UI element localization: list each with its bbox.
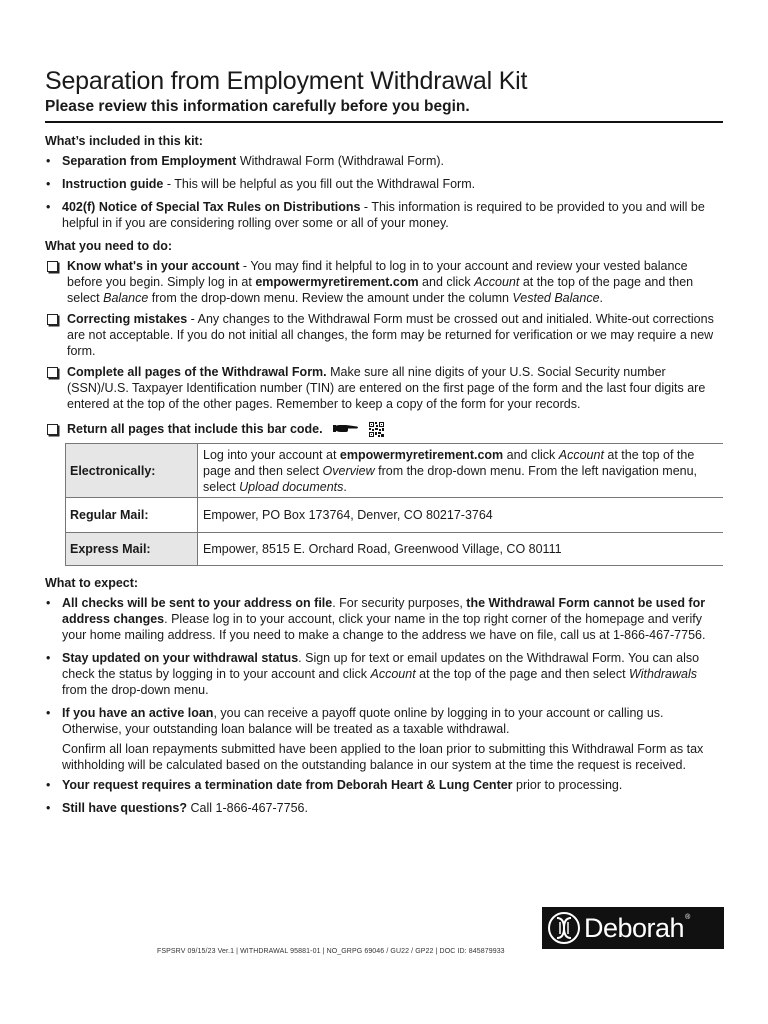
list-item	[45, 176, 723, 192]
item-text: and click	[418, 275, 475, 289]
document-page	[45, 66, 723, 823]
item-text: . Sign up for text or email updates on the Withdrawal Form. You can also check the status by logging in to your account and click	[62, 651, 700, 681]
bullet-icon: •	[46, 706, 51, 720]
item-bold: Return all pages that include this bar code.	[67, 422, 323, 436]
item-text: prior to processing.	[512, 778, 623, 792]
cell-text: at the top of the page and then select	[203, 448, 695, 478]
bullet-icon: •	[46, 778, 51, 792]
submission-methods-table	[65, 443, 723, 566]
method-label: Regular Mail:	[66, 498, 198, 533]
item-bold: Stay updated on your withdrawal status	[62, 651, 299, 665]
item-text: Withdrawal Form (Withdrawal Form).	[236, 154, 445, 168]
method-label: Electronically:	[66, 444, 198, 498]
bullet-icon: •	[46, 200, 51, 214]
cell-italic: Upload documents	[239, 480, 344, 494]
expect-heading: What to expect:	[45, 576, 139, 590]
item-text: - Any changes to the Withdrawal Form must be crossed out and initialed. White-out corrections are not acceptable. If you do not initial all changes, the form may be returned for verification or we may require a new form.	[67, 312, 714, 358]
item-text: at the top of the page and then select	[415, 667, 630, 681]
bullet-icon: •	[46, 801, 51, 815]
item-text: Make sure all nine digits of your U.S. Social Security number (SSN)/U.S. Taxpayer Identification number (TIN) are entered on the first page of the form and the last four digits are entered at the top of the other pages. Remember to keep a copy of the form for your records.	[67, 365, 706, 411]
deborah-logo-icon	[546, 910, 582, 946]
item-italic: Vested Balance	[512, 291, 600, 305]
cell-italic: Overview	[322, 464, 375, 478]
bullet-icon: •	[46, 177, 51, 191]
item-bold: Instruction guide	[62, 177, 164, 191]
item-bold: Your request requires a termination date from Deborah Heart & Lung Center	[62, 778, 513, 792]
method-value: Empower, 8515 E. Orchard Road, Greenwood Village, CO 80111	[198, 533, 724, 566]
checklist-item-complete	[45, 364, 723, 412]
item-bold: the Withdrawal Form cannot be used for address changes	[62, 596, 706, 626]
cell-text: and click	[503, 448, 559, 462]
cell-italic: Account	[558, 448, 604, 462]
item-text: at the top of the page and then select	[67, 275, 694, 305]
pointing-hand-icon	[333, 422, 359, 436]
item-text: from the drop-down menu. Review the amount under the column	[148, 291, 513, 305]
method-value	[198, 444, 724, 498]
website-link[interactable]: empowermyretirement.com	[255, 275, 419, 289]
loan-note: Confirm all loan repayments submitted have been applied to the loan prior to submitting this Withdrawal Form as tax withholding will be calculated based on the outstanding balance in our system at the time the request is received.	[62, 742, 704, 772]
cell-text: .	[343, 480, 347, 494]
list-item	[45, 705, 723, 737]
todo-list	[45, 258, 723, 437]
bullet-icon: •	[46, 154, 51, 168]
item-text: .	[599, 291, 604, 305]
list-item	[45, 595, 723, 643]
item-italic: Account	[474, 275, 520, 289]
item-italic: Balance	[103, 291, 149, 305]
item-text: from the drop-down menu.	[62, 683, 209, 697]
checkbox-icon	[47, 261, 58, 272]
included-heading: What’s included in this kit:	[45, 134, 203, 148]
item-text: - You may find it helpful to log in to your account and review your vested balance before you begin. Simply log in at	[67, 259, 688, 289]
checklist-item-mistakes	[45, 311, 723, 359]
item-bold: Complete all pages of the Withdrawal Form.	[67, 365, 327, 379]
cell-text: Log into your account at	[203, 448, 340, 462]
method-value: Empower, PO Box 173764, Denver, CO 80217-3764	[198, 498, 724, 533]
item-italic: Withdrawals	[629, 667, 698, 681]
table-row	[66, 533, 724, 566]
item-text: - This information is required to be provided to you and will be helpful in if you are considering rolling over some or all of your money.	[62, 200, 705, 230]
list-item	[45, 650, 723, 698]
item-text: . For security purposes,	[332, 596, 467, 610]
deborah-logo	[542, 907, 724, 949]
title-divider	[45, 121, 723, 123]
website-link[interactable]: empowermyretirement.com	[339, 448, 504, 462]
list-item	[45, 153, 723, 169]
expect-list	[45, 595, 723, 737]
list-item	[45, 800, 723, 816]
checklist-item-return	[45, 421, 723, 437]
logo-registered: ®	[685, 914, 691, 921]
checklist-item-know	[45, 258, 723, 306]
item-bold: Know what's in your account	[67, 259, 240, 273]
list-item	[45, 199, 723, 231]
page-subtitle: Please review this information carefully before you begin.	[45, 98, 470, 115]
item-bold: Separation from Employment	[62, 154, 237, 168]
item-text: - This will be helpful as you fill out the Withdrawal Form.	[163, 177, 476, 191]
included-list	[45, 153, 723, 231]
item-bold: If you have an active loan	[62, 706, 214, 720]
barcode-row	[67, 421, 723, 437]
item-bold: Still have questions?	[62, 801, 188, 815]
document-code: FSPSRV 09/15/23 Ver.1 | WITHDRAWAL 95881-01 | NO_GRPG 69046 / GU22 / GP22 | DOC ID: 845879933	[157, 948, 505, 955]
checkbox-icon	[47, 424, 58, 435]
item-text: . Please log in to your account, click your name in the top right corner of the homepage and verify your home mailing address. If you need to make a change to the address we have on file, call us at 1-866-467-7756.	[62, 612, 706, 642]
list-item	[45, 777, 723, 793]
item-bold: Correcting mistakes	[67, 312, 188, 326]
item-text: , you can receive a payoff quote online by logging in to your account or calling us. Otherwise, your outstanding loan balance will be treated as a taxable withdrawal.	[62, 706, 664, 736]
item-bold: 402(f) Notice of Special Tax Rules on Distributions	[62, 200, 361, 214]
logo-text: Deborah	[584, 913, 685, 943]
qr-code-icon	[369, 422, 384, 437]
item-bold: All checks will be sent to your address on file	[62, 596, 333, 610]
checkbox-icon	[47, 314, 58, 325]
bullet-icon: •	[46, 596, 51, 610]
table-row	[66, 498, 724, 533]
item-italic: Account	[370, 667, 416, 681]
expect-list-continued	[45, 777, 723, 816]
page-title: Separation from Employment Withdrawal Kit	[45, 67, 528, 95]
method-label: Express Mail:	[66, 533, 198, 566]
cell-text: from the drop-down menu. From the left navigation menu, select	[203, 464, 698, 494]
todo-heading: What you need to do:	[45, 239, 173, 253]
table-row	[66, 444, 724, 498]
checkbox-icon	[47, 367, 58, 378]
bullet-icon: •	[46, 651, 51, 665]
item-text: Call 1-866-467-7756.	[187, 801, 308, 815]
